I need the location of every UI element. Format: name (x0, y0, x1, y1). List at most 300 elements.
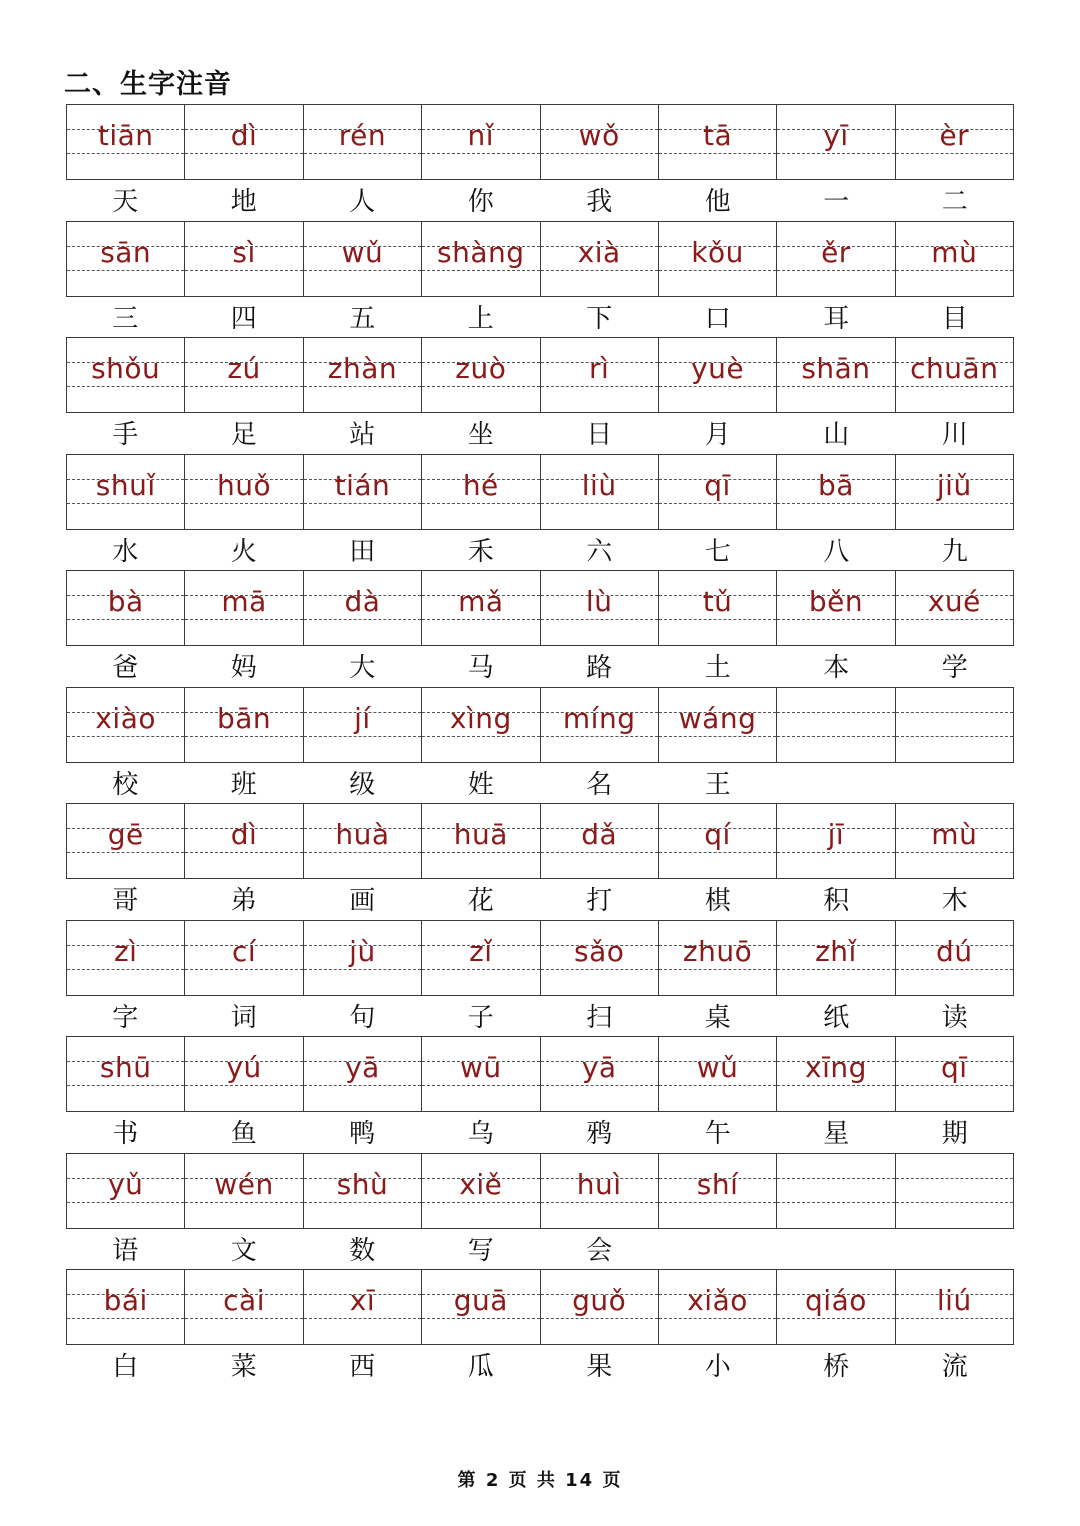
pinyin-cell (777, 455, 895, 529)
pinyin-text: guǒ (572, 1284, 627, 1317)
hanzi-character: 你 (467, 187, 494, 217)
hanzi-character: 菜 (230, 1352, 257, 1382)
guide-line (777, 1085, 894, 1086)
pinyin-text: shàng (437, 235, 525, 269)
guide-line (185, 386, 302, 387)
guide-line (185, 1318, 302, 1319)
guide-line (541, 386, 658, 387)
guide-line (422, 386, 539, 387)
guide-line (659, 1085, 776, 1086)
guide-line (304, 386, 421, 387)
row-group (66, 1036, 1014, 1153)
guide-line (422, 1085, 539, 1086)
hanzi-character: 星 (823, 1119, 850, 1149)
pinyin-cell (777, 1270, 895, 1344)
pinyin-cell (304, 571, 422, 645)
hanzi-character: 九 (941, 536, 968, 567)
pinyin-text: liù (581, 468, 617, 502)
pinyin-cell (422, 455, 540, 529)
pinyin-cell (659, 571, 777, 645)
pinyin-cell (67, 1154, 185, 1228)
guide-line (422, 969, 539, 970)
pinyin-text: huì (576, 1167, 622, 1201)
hanzi-character: 书 (112, 1119, 139, 1149)
hanzi-character: 禾 (467, 536, 494, 567)
pinyin-text: yǔ (108, 1167, 144, 1201)
pinyin-cell (659, 222, 777, 296)
hanzi-row (66, 996, 1014, 1037)
pinyin-cell (67, 1037, 185, 1111)
pinyin-text: zhàn (327, 352, 398, 385)
guide-line (67, 270, 184, 271)
pinyin-grid-row (66, 221, 1014, 297)
pinyin-cell (659, 1270, 777, 1344)
hanzi-character: 足 (230, 420, 257, 450)
guide-line (304, 1318, 421, 1319)
pinyin-text: wǒ (578, 119, 620, 152)
pinyin-text: sì (232, 235, 256, 269)
hanzi-character: 文 (230, 1235, 257, 1266)
hanzi-character: 路 (586, 653, 613, 683)
pinyin-text: zuò (455, 352, 507, 385)
hanzi-character: 六 (586, 536, 613, 567)
guide-line (422, 153, 539, 154)
hanzi-character: 小 (704, 1352, 731, 1382)
pinyin-cell (67, 571, 185, 645)
pinyin-text: xiě (459, 1167, 503, 1201)
hanzi-character: 扫 (586, 1002, 613, 1033)
pinyin-cell (896, 1270, 1013, 1344)
hanzi-character: 上 (467, 303, 494, 334)
pinyin-cell (185, 338, 303, 412)
row-group (66, 920, 1014, 1037)
hanzi-character: 句 (349, 1002, 376, 1033)
hanzi-character: 子 (467, 1002, 494, 1033)
hanzi-character (896, 1229, 1015, 1270)
pinyin-grid-row (66, 1269, 1014, 1345)
guide-line (659, 736, 776, 737)
guide-line (541, 619, 658, 620)
guide-line (541, 153, 658, 154)
pinyin-text: liú (936, 1284, 972, 1317)
hanzi-character: 木 (941, 886, 968, 916)
guide-line (185, 1085, 302, 1086)
pinyin-text: tiān (97, 119, 154, 152)
pinyin-text: yī (823, 119, 849, 152)
pinyin-text: lù (585, 585, 613, 618)
pinyin-cell (67, 222, 185, 296)
pinyin-cell (777, 688, 895, 762)
pinyin-text: xīng (805, 1051, 867, 1084)
hanzi-character: 天 (112, 187, 139, 217)
pinyin-cell (185, 1154, 303, 1228)
pinyin-cell (185, 804, 303, 878)
guide-line (777, 153, 894, 154)
pinyin-text: míng (562, 701, 636, 735)
pinyin-cell (185, 1270, 303, 1344)
pinyin-grid-row (66, 803, 1014, 879)
hanzi-character: 火 (230, 536, 257, 567)
hanzi-character: 大 (349, 653, 376, 683)
hanzi-character: 鸭 (349, 1119, 376, 1149)
hanzi-character: 流 (941, 1352, 968, 1382)
pinyin-cell (659, 1154, 777, 1228)
pinyin-cell (67, 338, 185, 412)
hanzi-character: 耳 (823, 303, 850, 334)
guide-line (896, 1085, 1013, 1086)
hanzi-character: 川 (941, 420, 968, 450)
hanzi-character: 班 (230, 769, 257, 800)
pinyin-text: sān (100, 235, 152, 269)
hanzi-character: 级 (349, 769, 376, 800)
hanzi-character: 山 (823, 420, 850, 450)
guide-line (896, 270, 1013, 271)
pinyin-text: xī (349, 1284, 376, 1317)
hanzi-character: 八 (823, 536, 850, 567)
pinyin-text: mǎ (458, 585, 504, 618)
guide-line (777, 270, 894, 271)
guide-line (777, 1202, 894, 1203)
pinyin-text: wáng (678, 701, 757, 735)
pinyin-cell (185, 455, 303, 529)
pinyin-cell (422, 1270, 540, 1344)
pinyin-cell (422, 921, 540, 995)
pinyin-text: yuè (691, 352, 745, 385)
pinyin-cell (896, 222, 1013, 296)
pinyin-grid-row (66, 687, 1014, 763)
pinyin-cell (185, 688, 303, 762)
guide-line (422, 503, 539, 504)
hanzi-character: 站 (349, 420, 376, 450)
pinyin-text: wū (459, 1051, 502, 1084)
pinyin-text: èr (939, 119, 970, 152)
pinyin-cell (422, 571, 540, 645)
pinyin-text: dì (230, 119, 258, 152)
guide-line (422, 270, 539, 271)
hanzi-character: 我 (586, 187, 613, 217)
pinyin-cell (541, 455, 659, 529)
guide-line (659, 270, 776, 271)
pinyin-text: bái (103, 1284, 148, 1317)
guide-line (777, 736, 894, 737)
pinyin-cell (67, 455, 185, 529)
pinyin-cell (777, 222, 895, 296)
row-group (66, 1269, 1014, 1386)
row-group (66, 803, 1014, 920)
guide-line (185, 1202, 302, 1203)
row-group (66, 337, 1014, 454)
pinyin-text: shí (696, 1167, 739, 1201)
pinyin-text: zú (227, 352, 261, 385)
pinyin-cell (304, 804, 422, 878)
hanzi-character: 校 (112, 769, 139, 800)
guide-line (304, 969, 421, 970)
guide-line (896, 619, 1013, 620)
pinyin-cell (896, 921, 1013, 995)
hanzi-character: 桥 (823, 1352, 850, 1382)
pinyin-text: rì (589, 352, 610, 385)
pinyin-cell (304, 222, 422, 296)
hanzi-character: 三 (112, 303, 139, 334)
guide-line (67, 153, 184, 154)
pinyin-text: yú (226, 1051, 262, 1084)
hanzi-character: 弟 (230, 886, 257, 916)
hanzi-row (66, 297, 1014, 338)
row-group (66, 104, 1014, 221)
guide-line (541, 270, 658, 271)
pinyin-cell (896, 455, 1013, 529)
pinyin-text: wǔ (341, 235, 384, 269)
guide-line (541, 1085, 658, 1086)
hanzi-character: 字 (112, 1002, 139, 1033)
pinyin-text: tā (702, 119, 733, 152)
hanzi-character: 哥 (112, 886, 139, 916)
guide-line (777, 852, 894, 853)
pinyin-cell (777, 571, 895, 645)
pinyin-text: dú (936, 934, 973, 968)
hanzi-character: 乌 (467, 1119, 494, 1149)
guide-line (422, 736, 539, 737)
pinyin-cell (541, 105, 659, 179)
pinyin-cell (422, 1154, 540, 1228)
pinyin-cell (777, 338, 895, 412)
pinyin-text: xiǎo (687, 1284, 748, 1317)
guide-line (67, 386, 184, 387)
pinyin-cell (422, 222, 540, 296)
hanzi-character: 姓 (467, 769, 494, 800)
guide-line (659, 1318, 776, 1319)
pinyin-text: shù (336, 1167, 389, 1201)
pinyin-cell (422, 105, 540, 179)
page-number-footer: 第 2 页 共 14 页 (457, 1470, 623, 1491)
pinyin-text: cài (223, 1284, 265, 1317)
pinyin-cell (185, 1037, 303, 1111)
pinyin-text: wǔ (696, 1051, 739, 1084)
pinyin-cell (896, 571, 1013, 645)
hanzi-character: 田 (349, 536, 376, 567)
hanzi-character: 鱼 (230, 1119, 257, 1149)
pinyin-cell (896, 338, 1013, 412)
hanzi-character: 词 (230, 1002, 257, 1033)
guide-line (185, 969, 302, 970)
hanzi-character: 妈 (230, 653, 257, 683)
pinyin-text: mù (931, 235, 978, 269)
pinyin-cell (304, 1154, 422, 1228)
pinyin-cell (304, 688, 422, 762)
hanzi-character: 本 (823, 653, 850, 683)
pinyin-grid-row (66, 337, 1014, 413)
pinyin-text: qī (704, 468, 731, 502)
pinyin-cell (659, 688, 777, 762)
guide-line (896, 712, 1013, 713)
pinyin-text: tián (334, 468, 391, 502)
hanzi-character: 一 (823, 187, 850, 217)
guide-line (541, 1202, 658, 1203)
hanzi-row (66, 530, 1014, 571)
pinyin-cell (67, 105, 185, 179)
hanzi-character: 画 (349, 886, 376, 916)
pinyin-text: xià (577, 235, 621, 269)
pinyin-cell (777, 1037, 895, 1111)
pinyin-text: xué (927, 585, 981, 618)
hanzi-character: 纸 (823, 1002, 850, 1033)
pinyin-cell (777, 1154, 895, 1228)
pinyin-cell (541, 1154, 659, 1228)
row-group (66, 221, 1014, 338)
pinyin-text: qī (941, 1051, 968, 1084)
hanzi-character: 爸 (112, 653, 139, 683)
pinyin-text: wén (214, 1167, 274, 1201)
guide-line (67, 736, 184, 737)
hanzi-character (777, 1229, 896, 1270)
pinyin-text: shǒu (91, 352, 161, 385)
pinyin-cell (541, 1037, 659, 1111)
pinyin-text: shuǐ (95, 468, 156, 502)
pinyin-text: zhǐ (815, 934, 857, 968)
pinyin-cell (659, 105, 777, 179)
pinyin-cell (659, 455, 777, 529)
pinyin-cell (304, 455, 422, 529)
hanzi-row (66, 763, 1014, 804)
guide-line (304, 619, 421, 620)
guide-line (896, 1318, 1013, 1319)
hanzi-character: 月 (704, 420, 731, 450)
hanzi-character: 期 (941, 1119, 968, 1149)
pinyin-text: gē (107, 818, 144, 851)
pinyin-text: mā (221, 585, 267, 618)
guide-line (541, 969, 658, 970)
hanzi-character: 七 (704, 536, 731, 567)
pinyin-text: xiào (95, 701, 156, 735)
hanzi-character (777, 763, 896, 804)
hanzi-character: 地 (230, 187, 257, 217)
pinyin-text: huǒ (217, 468, 272, 502)
hanzi-row (66, 1345, 1014, 1386)
guide-line (659, 969, 776, 970)
pinyin-text: kǒu (691, 235, 744, 269)
guide-line (541, 1318, 658, 1319)
pinyin-cell (541, 222, 659, 296)
guide-line (777, 1318, 894, 1319)
guide-line (304, 153, 421, 154)
hanzi-character: 下 (586, 303, 613, 334)
pinyin-text: qí (704, 818, 731, 851)
guide-line (422, 1318, 539, 1319)
guide-line (541, 736, 658, 737)
guide-line (896, 153, 1013, 154)
hanzi-character: 花 (467, 886, 494, 916)
hanzi-character: 午 (704, 1119, 731, 1149)
guide-line (896, 386, 1013, 387)
pinyin-cell (541, 571, 659, 645)
pinyin-text: ěr (821, 235, 851, 269)
hanzi-character: 积 (823, 886, 850, 916)
guide-line (541, 852, 658, 853)
guide-line (541, 503, 658, 504)
pinyin-cell (67, 921, 185, 995)
pinyin-cell (541, 688, 659, 762)
guide-line (67, 852, 184, 853)
pinyin-text: yā (345, 1051, 380, 1084)
pinyin-text: hé (462, 468, 499, 502)
pinyin-cell (896, 1037, 1013, 1111)
section-title: 二、生字注音 (64, 69, 232, 100)
hanzi-row (66, 180, 1014, 221)
hanzi-character: 打 (586, 886, 613, 916)
pinyin-cell (304, 338, 422, 412)
pinyin-cell (185, 222, 303, 296)
hanzi-character: 瓜 (467, 1352, 494, 1382)
pinyin-cell (659, 804, 777, 878)
hanzi-row (66, 646, 1014, 687)
pinyin-text: sǎo (573, 934, 625, 968)
pinyin-grid-row (66, 104, 1014, 180)
hanzi-character: 果 (586, 1352, 613, 1382)
guide-line (896, 969, 1013, 970)
guide-line (185, 736, 302, 737)
hanzi-character: 名 (586, 769, 613, 800)
hanzi-character: 土 (704, 653, 731, 683)
guide-line (304, 1085, 421, 1086)
pinyin-text: xìng (449, 701, 512, 735)
pinyin-grid-row (66, 1153, 1014, 1229)
pinyin-text: bà (107, 585, 144, 618)
pinyin-worksheet (66, 104, 1014, 1386)
pinyin-grid-row (66, 1036, 1014, 1112)
guide-line (777, 386, 894, 387)
pinyin-text: jī (827, 818, 845, 851)
pinyin-grid-row (66, 570, 1014, 646)
pinyin-cell (67, 1270, 185, 1344)
hanzi-row (66, 1229, 1014, 1270)
guide-line (896, 1202, 1013, 1203)
pinyin-text: shū (99, 1051, 152, 1084)
hanzi-character: 写 (467, 1235, 494, 1266)
hanzi-character: 他 (704, 187, 731, 217)
pinyin-cell (777, 105, 895, 179)
pinyin-cell (422, 688, 540, 762)
row-group (66, 687, 1014, 804)
pinyin-text: yā (581, 1051, 617, 1084)
hanzi-character: 会 (586, 1235, 613, 1266)
hanzi-character (659, 1229, 778, 1270)
guide-line (777, 969, 894, 970)
pinyin-text: mù (931, 818, 978, 851)
guide-line (304, 852, 421, 853)
pinyin-cell (896, 688, 1013, 762)
guide-line (185, 852, 302, 853)
pinyin-cell (422, 1037, 540, 1111)
pinyin-cell (777, 804, 895, 878)
guide-line (304, 270, 421, 271)
pinyin-cell (659, 338, 777, 412)
row-group (66, 454, 1014, 571)
guide-line (777, 1178, 894, 1179)
pinyin-text: dì (230, 818, 258, 851)
guide-line (67, 1318, 184, 1319)
pinyin-cell (541, 338, 659, 412)
hanzi-character: 人 (349, 187, 376, 217)
guide-line (777, 503, 894, 504)
hanzi-row (66, 879, 1014, 920)
pinyin-cell (304, 921, 422, 995)
pinyin-cell (896, 105, 1013, 179)
guide-line (67, 1202, 184, 1203)
pinyin-text: jí (354, 701, 371, 735)
guide-line (422, 1202, 539, 1203)
pinyin-text: shān (801, 352, 871, 385)
pinyin-text: jiǔ (936, 468, 972, 502)
